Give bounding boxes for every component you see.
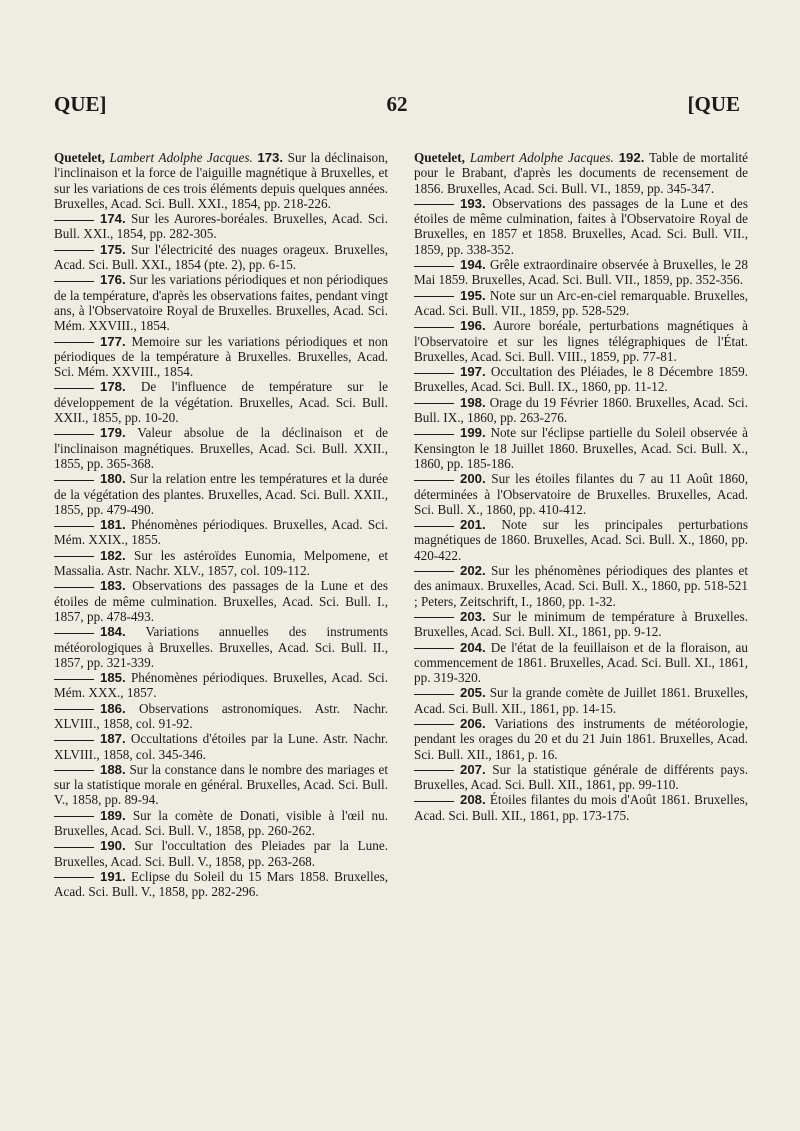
bibliography-entry — [54, 808, 388, 839]
running-header — [54, 92, 740, 120]
entry-number: 199. — [460, 425, 486, 441]
entry-text: Sur les étoiles filantes du 7 au 11 Août 1860, déterminées à l'Observatoire de Bruxelles. Bruxelles, Acad. Sci. Bull. X., 1860, pp. 410-412. — [414, 471, 749, 517]
ditto-dash — [54, 556, 94, 557]
entry-text: Occultations d'étoiles par la Lune. Astr. Nachr. XLVIII., 1858, col. 345-346. — [54, 731, 388, 762]
ditto-dash — [414, 770, 454, 771]
bibliography-entry — [414, 609, 748, 640]
entry-number: 179. — [100, 425, 126, 441]
entry-text: Sur les astéroïdes Eunomia, Melpomene, et Massalia. Astr. Nachr. XLV., 1857, col. 109-112. — [54, 547, 388, 579]
bibliography-entry — [414, 257, 748, 288]
bibliography-entry — [54, 762, 388, 808]
entry-number: 201. — [460, 517, 486, 533]
right-column — [414, 150, 748, 823]
bibliography-entry — [54, 869, 388, 900]
entry-number: 189. — [100, 807, 126, 823]
entry-text: Aurore boréale, perturbations magnétiques à l'Observatoire et sur les lignes télégraphiques de l'État. Bruxelles, Acad. Sci. Bull. VIII., 1859, pp. 77-81. — [414, 318, 748, 364]
ditto-dash — [54, 250, 94, 251]
entry-text: Phénomènes périodiques. Bruxelles, Acad. Sci. Mém. XXIX., 1855. — [54, 517, 388, 548]
entry-number: 197. — [460, 364, 486, 380]
header-left-keyword: QUE] — [54, 92, 107, 116]
ditto-dash — [54, 679, 94, 680]
bibliography-entry — [414, 364, 748, 395]
author-surname: Quetelet, — [414, 150, 465, 165]
ditto-dash — [54, 816, 94, 817]
ditto-dash — [414, 296, 454, 297]
ditto-dash — [54, 526, 94, 527]
entry-number: 204. — [460, 639, 486, 655]
entry-number: 177. — [100, 333, 126, 349]
entry-number: 206. — [460, 715, 486, 731]
bibliography-entry — [54, 517, 388, 548]
bibliography-entry — [414, 716, 748, 762]
entry-number: 184. — [100, 624, 126, 640]
entry-text: Sur les phénomènes périodiques des plantes et des animaux. Bruxelles, Acad. Sci. Bull. X., 1860, pp. 518-521 ; Peters, Zeitschrift, I., 1860, pp. 1-32. — [414, 563, 748, 609]
entry-number: 173. — [257, 150, 284, 165]
author-given-names: Lambert Adolphe Jacques. — [469, 150, 614, 165]
entry-text: De l'influence de température sur le développement de la végétation. Bruxelles, Acad. Sci. Bull. XXII., 1855, pp. 10-20. — [54, 379, 389, 426]
bibliography-entry — [54, 471, 388, 517]
entry-number: 205. — [460, 685, 486, 701]
author-given-names: Lambert Adolphe Jacques. — [109, 150, 253, 165]
ditto-dash — [54, 342, 94, 343]
entry-text: Étoiles filantes du mois d'Août 1861. Bruxelles, Acad. Sci. Bull. XII., 1861, pp. 173-175. — [414, 792, 748, 823]
entry-text: Sur l'occultation des Pleiades par la Lune. Bruxelles, Acad. Sci. Bull. V., 1858, pp. 263-268. — [54, 838, 388, 869]
ditto-dash — [414, 526, 454, 527]
entry-text: Sur la constance dans le nombre des mariages et sur la statistique morale en général. Bruxelles, Acad. Sci. Bull. V., 1858, pp. 89-94. — [54, 761, 389, 808]
bibliography-entry — [54, 242, 388, 273]
entry-text: Occultation des Pléiades, le 8 Décembre 1859. Bruxelles, Acad. Sci. Bull. IX., 1860, pp. 11-12. — [414, 364, 749, 395]
ditto-dash — [414, 724, 454, 725]
entry-number: 178. — [100, 379, 126, 395]
entry-text: Sur les Aurores-boréales. Bruxelles, Acad. Sci. Bull. XXI., 1854, pp. 282-305. — [54, 211, 388, 242]
bibliography-entry — [414, 395, 748, 426]
entry-number: 180. — [100, 471, 126, 487]
entry-text: Memoire sur les variations périodiques et non périodiques de la température à Bruxelles. Bruxelles, Acad. Sci. Mém. XXVIII., 1854. — [54, 333, 389, 380]
bibliography-entry — [414, 288, 748, 319]
bibliography-entry — [414, 762, 748, 793]
bibliography-entry — [54, 548, 388, 579]
ditto-dash — [54, 709, 94, 710]
bibliography-entry — [414, 318, 748, 364]
bibliography-entry — [414, 471, 748, 517]
entry-text: Valeur absolue de la déclinaison et de l'inclinaison magnétiques. Bruxelles, Acad. Sci. Bull. XXII., 1855, pp. 365-368. — [54, 425, 389, 471]
entry-number: 192. — [618, 150, 645, 165]
entry-text: Note sur les principales perturbations magnétiques de 1860. Bruxelles, Acad. Sci. Bull. X., 1860, pp. 420-422. — [414, 517, 749, 563]
entry-text: De l'état de la feuillaison et de la floraison, au commencement de 1861. Bruxelles, Acad. Sci. Bull. XI., 1861, pp. 319-320. — [414, 639, 748, 686]
left-column — [54, 150, 388, 900]
ditto-dash — [414, 266, 454, 267]
entry-number: 202. — [460, 563, 486, 579]
bibliography-entry — [414, 150, 748, 196]
ditto-dash — [414, 694, 454, 695]
entry-text: Note sur un Arc-en-ciel remarquable. Bruxelles, Acad. Sci. Bull. VII., 1859, pp. 528-529. — [414, 287, 749, 318]
ditto-dash — [414, 327, 454, 328]
bibliography-entry — [54, 838, 388, 869]
ditto-dash — [54, 847, 94, 848]
entry-number: 186. — [100, 700, 126, 716]
entry-text: Sur la comète de Donati, visible à l'œil nu. Bruxelles, Acad. Sci. Bull. V., 1858, pp. 260-262. — [54, 807, 388, 839]
entry-number: 195. — [460, 287, 486, 303]
entry-text: Orage du 19 Février 1860. Bruxelles, Acad. Sci. Bull. IX., 1860, pp. 263-276. — [414, 394, 748, 426]
bibliography-entry — [54, 425, 388, 471]
ditto-dash — [54, 770, 94, 771]
bibliography-entry — [54, 670, 388, 701]
bibliography-entry — [414, 685, 748, 716]
ditto-dash — [414, 373, 454, 374]
ditto-dash — [54, 388, 94, 389]
ditto-dash — [54, 281, 94, 282]
entry-number: 182. — [100, 547, 126, 563]
bibliography-entry — [414, 563, 748, 609]
ditto-dash — [54, 633, 94, 634]
entry-text: Observations des passages de la Lune et des étoiles de même culmination, faites à l'Observatoire Royal de Bruxelles, en 1857 et 1858. Bruxelles, Acad. Sci. Bull. VII., 1859, pp. 338-352. — [414, 195, 749, 257]
entry-number: 185. — [100, 670, 126, 686]
entry-number: 207. — [460, 761, 486, 777]
ditto-dash — [54, 740, 94, 741]
bibliography-entry — [54, 731, 388, 762]
entry-number: 203. — [460, 608, 486, 624]
ditto-dash — [414, 801, 454, 802]
ditto-dash — [414, 434, 454, 435]
entry-text: Sur la déclinaison, l'inclinaison et la force de l'aiguille magnétique à Bruxelles, et sur les variations de ces trois éléments depuis quelques années. Bruxelles, Acad. Sci. Bull. XXI., 1854, pp. 218-226. — [54, 150, 388, 211]
entry-text: Sur la statistique générale de différents pays. Bruxelles, Acad. Sci. Bull. XII., 1861, pp. 99-110. — [414, 761, 748, 793]
page-number: 62 — [386, 92, 408, 116]
entry-text: Sur le minimum de température à Bruxelles. Bruxelles, Acad. Sci. Bull. XI., 1861, pp. 9-12. — [414, 608, 749, 640]
entry-text: Phénomènes périodiques. Bruxelles, Acad. Sci. Mém. XXX., 1857. — [54, 670, 388, 701]
entry-number: 181. — [100, 517, 126, 533]
entry-text: Table de mortalité pour le Brabant, d'après les documents de recensement de 1856. Bruxelles, Acad. Sci. Bull. VI., 1859, pp. 345-347. — [414, 150, 749, 196]
ditto-dash — [414, 480, 454, 481]
bibliography-entry — [54, 150, 388, 211]
entry-number: 187. — [100, 731, 126, 747]
entry-text: Observations des passages de la Lune et des étoiles de même culmination. Bruxelles, Acad. Sci. Bull. I., 1857, pp. 478-493. — [54, 578, 389, 624]
entry-number: 198. — [460, 394, 486, 410]
entry-number: 175. — [100, 241, 126, 257]
ditto-dash — [54, 877, 94, 878]
bibliography-entry — [414, 517, 748, 563]
entry-number: 196. — [460, 318, 486, 334]
entry-number: 208. — [460, 792, 486, 808]
bibliography-entry — [54, 578, 388, 624]
ditto-dash — [414, 617, 454, 618]
author-surname: Quetelet, — [54, 150, 105, 165]
bibliography-entry — [54, 272, 388, 333]
bibliography-entry — [54, 701, 388, 732]
bibliography-entry — [54, 624, 388, 670]
entry-number: 190. — [100, 838, 126, 854]
entry-number: 188. — [100, 761, 126, 777]
bibliography-entry — [54, 211, 388, 242]
entry-text: Variations annuelles des instruments météorologiques à Bruxelles. Bruxelles, Acad. Sci. Bull. II., 1857, pp. 321-339. — [54, 624, 389, 670]
entry-text: Sur la grande comète de Juillet 1861. Bruxelles, Acad. Sci. Bull. XII., 1861, pp. 14-15. — [414, 685, 749, 716]
ditto-dash — [414, 403, 454, 404]
ditto-dash — [54, 434, 94, 435]
entry-number: 183. — [100, 578, 126, 594]
ditto-dash — [414, 204, 454, 205]
bibliography-entry — [414, 425, 748, 471]
ditto-dash — [414, 571, 454, 572]
entry-text: Sur les variations périodiques et non périodiques de la température, d'après les observations faites, pendant vingt ans, à l'Observatoire Royal de Bruxelles. Bruxelles, Acad. Sci. Mém. XXVIII., 1854. — [54, 272, 389, 334]
ditto-dash — [54, 220, 94, 221]
ditto-dash — [54, 587, 94, 588]
entry-number: 200. — [460, 471, 486, 487]
ditto-dash — [54, 480, 94, 481]
entry-number: 176. — [100, 272, 126, 288]
entry-text: Note sur l'éclipse partielle du Soleil observée à Kensington le 18 Juillet 1860. Bruxelles, Acad. Sci. Bull. X., 1860, pp. 185-186. — [414, 425, 748, 471]
entry-number: 193. — [460, 195, 486, 211]
ditto-dash — [414, 648, 454, 649]
entry-number: 174. — [100, 211, 126, 227]
bibliography-entry — [414, 792, 748, 823]
entry-number: 194. — [460, 257, 486, 273]
entry-text: Eclipse du Soleil du 15 Mars 1858. Bruxelles, Acad. Sci. Bull. V., 1858, pp. 282-296. — [54, 868, 389, 900]
bibliography-entry — [414, 640, 748, 686]
bibliography-entry — [54, 334, 388, 380]
entry-text: Sur la relation entre les températures et la durée de la végétation des plantes. Bruxelles, Acad. Sci. Bull. XXII., 1855, pp. 479-490. — [54, 471, 388, 517]
header-right-keyword: [QUE — [687, 92, 740, 116]
bibliography-entry — [54, 379, 388, 425]
entry-text: Observations astronomiques. Astr. Nachr. XLVIII., 1858, col. 91-92. — [54, 700, 388, 731]
entry-text: Grêle extraordinaire observée à Bruxelles, le 28 Mai 1859. Bruxelles, Acad. Sci. Bull. VII., 1859, pp. 352-356. — [414, 257, 748, 288]
entry-text: Sur l'électricité des nuages orageux. Bruxelles, Acad. Sci. Bull. XXI., 1854 (pte. 2), pp. 6-15. — [54, 241, 389, 273]
bibliography-entry — [414, 196, 748, 257]
entry-text: Variations des instruments de météorologie, pendant les orages du 20 et du 21 Juin 1861. Bruxelles, Acad. Sci. Bull. XII., 1861, p. 16. — [414, 715, 748, 762]
entry-number: 191. — [100, 868, 126, 884]
